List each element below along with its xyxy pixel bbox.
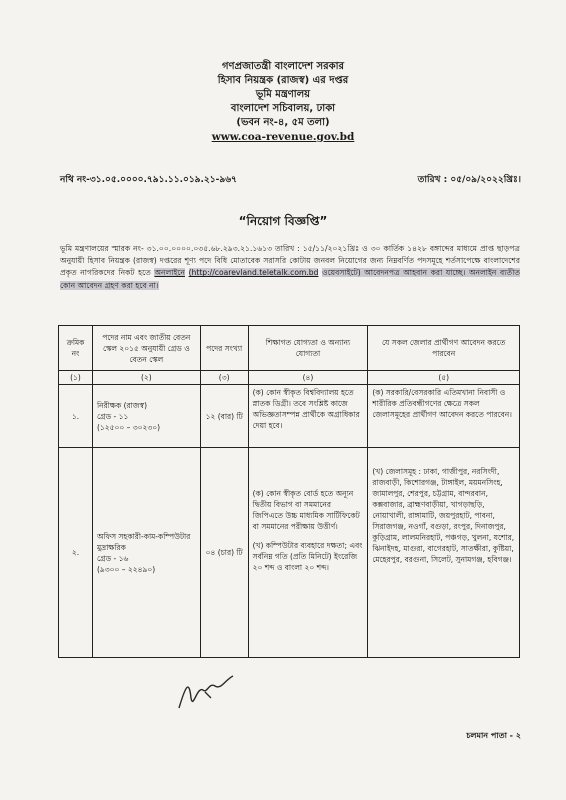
column-number-row (59, 371, 520, 385)
table-row (59, 448, 520, 658)
row-districts: (খ) জেলাসমূহ : ঢাকা, গাজীপুর, নরসিংদী, রাজবাড়ী, কিশোরগঞ্জ, টাঙ্গাইল, ময়মনসিংহ, জামালপুর, শেরপুর, চট্টগ্রাম, বান্দরবান, কক্সবাজার, ব্রাহ্মণবাড়ীয়া, খাগড়াছড়ি, নোয়াখালী, রাঙ্গামাটি, জয়পুরহাট, পাবনা, সিরাজগঞ্জ, নওগাঁ, বগুড়া, রংপুর, দিনাজপুর, কুড়িগ্রাম, লালমনিরহাট, পঞ্চগড়, খুলনা, যশোর, ঝিনাইদহ, মাগুরা, বাগেরহাট, সাতক্ষীরা, কুষ্টিয়া, মেহেরপুর, বরগুনা, সিলেট, সুনামগঞ্জ, হবিগঞ্জ। (368, 448, 520, 658)
qualification-a: (ক) কোন স্বীকৃত বোর্ড হতে অন্যূন দ্বিতীয় বিভাগ বা সমমানের জিপিএতে উচ্চ মাধ্যমিক সার্টিফিকেট বা সমমানের পরীক্ষায় উত্তীর্ণ। (252, 489, 360, 531)
ministry-name: ভূমি মন্ত্রণালয় (255, 89, 311, 100)
post-scale: (১২৫০০ – ৩০২৩০) (96, 422, 161, 432)
issue-date: তারিখ : ০৫/০৯/২০২২খ্রিঃ। (417, 175, 521, 185)
row-serial: ১. (59, 385, 93, 448)
col-num: (৩) (200, 371, 248, 385)
row-qualification: (ক) কোন স্বীকৃত বিশ্ববিদ্যালয় হতে স্নাতক ডিগ্রী। তবে সংশ্লিষ্ট কাজে অভিজ্ঞতাসম্পন্ন প্রার্থীকে অগ্রাধিকার দেয়া হবে। (248, 385, 368, 448)
col-num: (৫) (368, 371, 520, 385)
post-grade: গ্রেড - ১১ (96, 411, 129, 421)
row-post (92, 385, 200, 448)
office-name: হিসাব নিয়ন্ত্রক (রাজস্ব) এর দপ্তর (217, 75, 349, 86)
secretariat: বাংলাদেশ সচিবালয়, ঢাকা (230, 103, 336, 114)
post-name: অফিস সহকারী-কাম-কম্পিউটার মুদ্রাক্ষরিক (96, 531, 191, 552)
intro-text-1: ভূমি মন্ত্রণালয়ের স্মারক নং- ৩১.০০.০০০০.০৩৫.৬৮.২৯৩.২১.১৬১৩ তারিখ : ১৫/১১/২০২১খ্রিঃ ও ৩০ কার্তিক ১৪২৮ বঙ্গাব্দের মাধ্যমে প্রাপ্ত ছাড়পত্র অনুযায়ী হিসাব নিয়ন্ত্রক (রাজস্ব) দপ্তরের শূণ্য পদে বিধি মোতাবেক সরাসরি কোটায় জনবল নিয়োগের জন্য নিম্নবর্ণিত পদসমূহে শর্তসাপেক্ষে বাংলাদেশের প্রকৃত নাগরিকদের নিকট হতে (60, 244, 520, 278)
post-name: নিরীক্ষক (রাজস্ব) (96, 400, 147, 410)
letterhead (0, 60, 566, 144)
col-num: (৪) (248, 371, 368, 385)
col-num: (১) (59, 371, 93, 385)
header-count: পদের সংখ্যা (200, 326, 248, 371)
row-post (92, 448, 200, 658)
post-grade: গ্রেড - ১৬ (96, 553, 129, 563)
intro-paragraph (60, 243, 520, 292)
notice-title: “নিয়োগ বিজ্ঞপ্তি” (238, 214, 328, 228)
table-header-row (59, 326, 520, 371)
online-highlight: অনলাইনে (154, 268, 185, 278)
website-link[interactable]: www.coa-revenue.gov.bd (211, 131, 355, 143)
header-districts: যে সকল জেলার প্রার্থীগণ আবেদন করতে পারবেন (368, 326, 520, 371)
govt-name: গণপ্রজাতন্ত্রী বাংলাদেশ সরকার (222, 61, 344, 72)
row-count: ০৪ (চার) টি (200, 448, 248, 658)
table-row (59, 385, 520, 448)
signature-icon (175, 668, 245, 713)
memo-number: নথি নং-৩১.০৫.০০০০.৭৯১.১১.০১৯.২১-৯৬৭ (60, 175, 237, 185)
post-scale: (৯৩০০ – ২২৪৯০) (96, 564, 156, 574)
continued-page: চলমান পাতা - ২ (466, 731, 521, 740)
row-districts: (ক) সরকারি/বেসরকারি এতিমখানা নিবাসী ও শারীরিক প্রতিবন্ধীগণের ক্ষেত্রে সকল জেলাসমূহের প্রার্থীগণ আবেদন করতে পারবেন। (368, 385, 520, 448)
building: (ভবন নং-৪, ৫ম তলা) (236, 117, 330, 128)
header-qualification: শিক্ষাগত যোগ্যতা ও অন্যান্য যোগ্যতা (248, 326, 368, 371)
application-link[interactable]: (http://coarevland.teletalk.com.bd (188, 268, 319, 278)
row-serial: ২. (59, 448, 93, 658)
row-qualification (248, 448, 368, 658)
row-count: ১২ (বার) টি (200, 385, 248, 448)
header-post: পদের নাম এবং জাতীয় বেতন স্কেল ২০১৫ অনুযায়ী গ্রেড ও বেতন স্কেল (92, 326, 200, 371)
vacancy-table (58, 325, 520, 658)
header-serial: ক্রমিক নং (59, 326, 93, 371)
col-num: (২) (92, 371, 200, 385)
intro-text-2: ওয়েবসাইটে) আবেদনপত্র আহবান করা যাচ্ছে। অনলাইন ব্যতীত কোন আবেদন গ্রহণ করা হবে না। (60, 268, 520, 290)
qualification-b: (খ) কম্পিউটার ব্যবহারে দক্ষতা; এবং সর্বনিম্ন গতি (প্রতি মিনিটে) ইংরেজি ২০ শব্দ ও বাংলা ২০ শব্দ। (252, 541, 363, 572)
